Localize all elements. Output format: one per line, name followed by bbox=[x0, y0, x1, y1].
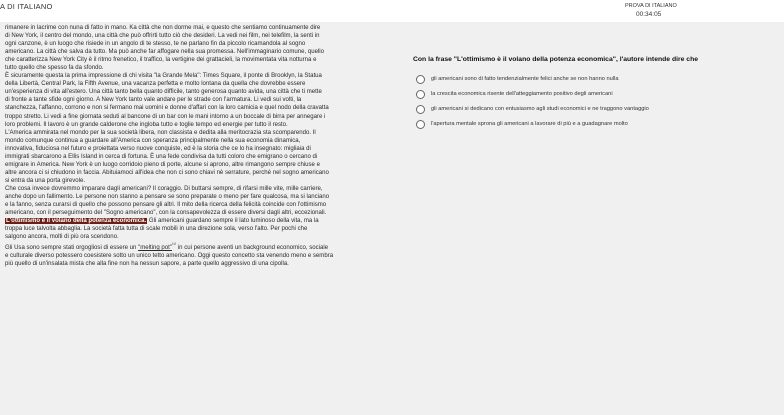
radio-button[interactable] bbox=[416, 120, 425, 129]
passage-line: americano. La città che salva da tutto. Ma può anche far affogare nella sua promessa. Nell'immaginario comune, quello bbox=[5, 49, 325, 56]
answer-option-label: la crescita economica risente dell'atteggiamento positivo degli americani bbox=[431, 91, 613, 97]
highlighted-line bbox=[5, 217, 400, 225]
passage-line: rimanere in lacrime con nuna di fatto in mano. Ka città che non dorme mai, e questo che sentiamo continuamente dire bbox=[5, 25, 321, 31]
passage-line: salgono ancora, molti di più ora scendono. bbox=[5, 234, 119, 241]
passage-line: troppa luce talvolta abbaglia. La società fatta tutta di scale mobili in una direzione sola, verso l'alto. Per pochi che bbox=[5, 226, 308, 233]
melting-pot-note-link[interactable]: "melting pot" bbox=[138, 245, 172, 252]
answer-option-label: gli americani sono di fatto tendenzialmente felici anche se non hanno nulla bbox=[431, 76, 619, 82]
answer-option[interactable] bbox=[411, 102, 783, 116]
radio-button[interactable] bbox=[416, 90, 425, 99]
passage-line: americano, con il perseguimento del "Sogno americano", con la consapevolezza di essere diversi dagli altri, eccezionali. bbox=[5, 210, 327, 217]
answer-option-label: l'apertura mentale sprona gli americani a lavorare di più e a guadagnare molto bbox=[431, 121, 628, 127]
passage-line: immigrati sbarcarono a Ellis Island in cerca di fortuna. È una fede condivisa da tutti coloro che emigrano o cercano di bbox=[5, 153, 318, 160]
passage-line: che caratterizza New York City è il ritmo frenetico, il traffico, la vertigine dei grattacieli, la movimentata vita notturna e bbox=[5, 57, 317, 64]
highlighted-sentence: L'ottimismo è il volano della potenza economica. bbox=[6, 218, 147, 225]
passage-line: anche dopo un fallimento. Le persone non stanno a pensare se sono preparate o meno per fare qualcosa, ma si lanciano bbox=[5, 193, 330, 200]
passage-line: È sicuramente questa la prima impressione di chi visita "la Grande Mela": Times Square, il ponte di Brooklyn, la Statua bbox=[5, 73, 322, 80]
passage-line: si entra da una porta girevole. bbox=[5, 177, 86, 184]
passage-line: in cui persone aventi un background economico, sociale bbox=[176, 245, 329, 252]
timer: 00:34:05 bbox=[636, 11, 662, 18]
passage-line: un'esperienza di vita all'estero. Una città tanto bella quanto difficile, tanto generosa quanto avida, una città che ti mette bbox=[5, 89, 322, 96]
passage-line: troppo stretto. Li vedi a fine giornata seduti al bancone di un bar con le mani intorno a un boccale di birra per annegare i bbox=[5, 113, 326, 120]
passage-line: più quello di un'insalata mista che alla fine non ha nessun sapore, a parte quello aggressivo di una cipolla. bbox=[5, 261, 289, 268]
answer-option[interactable] bbox=[411, 117, 783, 131]
app-title: A DI ITALIANO bbox=[0, 2, 53, 11]
footnote-marker[interactable]: ⁽¹⁾ bbox=[171, 242, 177, 249]
question-panel bbox=[411, 56, 783, 132]
radio-button[interactable] bbox=[416, 105, 425, 114]
radio-button[interactable] bbox=[416, 75, 425, 84]
passage-line: mondo comunque continua a guardare all'America con speranza principalmente nella sua economia dinamica, bbox=[5, 137, 301, 144]
answer-option[interactable] bbox=[411, 72, 783, 86]
answer-option-label: gli americani si dedicano con entusiasmo agli studi economici e ne traggono vantaggio bbox=[431, 106, 649, 112]
passage-line: Che cosa invece dovremmo imparare dagli americani? Il coraggio. Di buttarsi sempre, di rifarsi mille vite, mille carriere, bbox=[5, 185, 323, 192]
exam-content bbox=[0, 22, 784, 415]
passage-line: di New York, il centro del mondo, una città che può offrirti tutto ciò che desideri. La vedi nei film, nei telefilm, la senti in bbox=[5, 33, 320, 40]
top-bar bbox=[0, 0, 784, 22]
passage-line: di fronte a tante sfide ogni giorno. A New York tanto vale andare per le strade con l'armatura. Li vedi sui volti, la bbox=[5, 97, 302, 104]
passage-line: e culturale diverso potessero coesistere sotto un unico tetto americano. Oggi questo concetto sta venendo meno e sembra bbox=[5, 253, 334, 260]
answer-option[interactable] bbox=[411, 87, 783, 101]
passage-line: L'America ammirata nel mondo per la sua società libera, non classista e dedita alla meritocrazia sta scomparendo. Il bbox=[5, 129, 316, 136]
passage-line: ogni canzone, è un luogo che risiede in un angolo di te stesso, te ne parlano fin da piccolo ricamandola al sogno bbox=[5, 41, 306, 48]
passage-line: della Libertà, Central Park, la Fifth Avenue, una vacanza perfetta e molto lontana da quella che dovrebbe essere bbox=[5, 81, 306, 88]
reading-passage[interactable] bbox=[5, 24, 400, 404]
passage-line: loro problemi. Il lavoro è un grande calderone che ingloba tutto e toglie tempo ed energie per tutto il resto. bbox=[5, 121, 288, 128]
passage-line: altre ancora ci si chiudono in faccia. Abituiamoci all'idea che non ci sono chiavi nè serrature, perché nel sogno americano bbox=[5, 169, 329, 176]
passage-line: Gli americani guardano sempre il lato luminoso della vita, ma la bbox=[147, 218, 319, 225]
passage-line: innovativa, fiduciosa nel futuro e proiettata verso nuove conquiste, ed è la storia che ce lo ha insegnato: migliaia di bbox=[5, 145, 311, 152]
passage-line: stanchezza, l'affanno, corrono e non si fermano mai uomini e donne d'affari con la loro camicia e quel nodo della cravatta bbox=[5, 105, 329, 112]
passage-line: tutto quello che spesso fa da sfondo. bbox=[5, 65, 104, 72]
exam-title: PROVA DI ITALIANO bbox=[625, 3, 677, 9]
question-text: Con la frase "L'ottimismo è il volano della potenza economica", l'autore intende dire che bbox=[413, 56, 699, 63]
melting-pot-line bbox=[5, 241, 400, 252]
passage-line: e la fanno, senza curarsi di quello che possono pensare gli altri. Il mito della ricerca della felicità coincide con l'ottimismo bbox=[5, 202, 327, 209]
passage-line: Gli Usa sono sempre stati orgogliosi di essere un bbox=[5, 245, 139, 252]
passage-line: emigrare in America. New York è un luogo corridoio pieno di porte, alcune si aprono, altre rimangono sempre chiuse e bbox=[5, 161, 320, 168]
